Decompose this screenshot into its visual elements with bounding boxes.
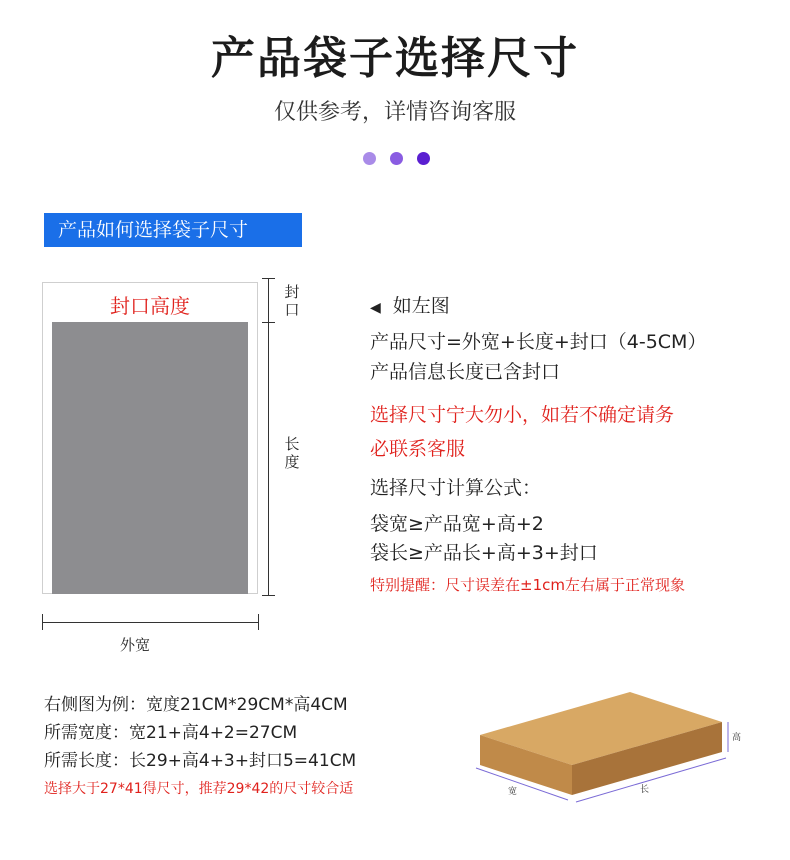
length-dim-text: 长 度	[284, 435, 300, 471]
tick-bottom	[262, 595, 275, 596]
info-line-1: 产品尺寸=外宽+长度+封口（4-5CM）	[370, 331, 707, 353]
box-length-label: 长	[640, 785, 650, 795]
formula-1: 袋宽≥产品宽+高+2	[370, 513, 544, 535]
pointer-line	[370, 294, 450, 320]
dot-1	[363, 152, 376, 165]
box-width-label: 宽	[508, 787, 518, 797]
tick-top	[262, 278, 275, 279]
length-dimension-label	[282, 435, 302, 471]
box-illustration	[470, 690, 770, 840]
example-line-2: 所需宽度：宽21+高4+2=27CM	[44, 723, 298, 743]
seal-dim-text: 封 口	[284, 283, 300, 319]
example-line-3: 所需长度：长29+高4+3+封口5=41CM	[44, 751, 357, 771]
triangle-left-icon: ◀	[370, 300, 381, 316]
tick-left	[42, 614, 43, 630]
special-note: 特别提醒：尺寸误差在±1cm左右属于正常现象	[370, 576, 685, 594]
tick-right	[258, 614, 259, 630]
decorative-dots	[363, 152, 433, 166]
product-area	[52, 322, 248, 594]
dot-2	[390, 152, 403, 165]
seal-height-label: 封口高度	[110, 294, 190, 318]
example-line-1: 右侧图为例：宽度21CM*29CM*高4CM	[44, 695, 348, 715]
formula-title: 选择尺寸计算公式：	[370, 477, 542, 499]
dot-3	[417, 152, 430, 165]
warning-line-2: 必联系客服	[370, 438, 466, 460]
box-height-label: 高	[732, 733, 742, 743]
width-dimension-label: 外宽	[120, 636, 151, 654]
warning-line-1: 选择尺寸宁大勿小，如若不确定请务	[370, 404, 675, 426]
info-line-2: 产品信息长度已含封口	[370, 361, 561, 383]
dimension-line-horizontal	[42, 622, 259, 623]
dimension-line-vertical	[268, 278, 269, 596]
formula-2: 袋长≥产品长+高+3+封口	[370, 542, 598, 564]
section-heading: 产品如何选择袋子尺寸	[44, 213, 302, 247]
page-title: 产品袋子选择尺寸	[211, 33, 579, 84]
seal-dimension-label	[282, 283, 302, 319]
tick-seal	[262, 322, 275, 323]
page-subtitle: 仅供参考，详情咨询客服	[273, 100, 516, 125]
pointer-text: 如左图	[392, 295, 450, 317]
example-line-4: 选择大于27*41得尺寸，推荐29*42的尺寸较合适	[44, 781, 354, 797]
